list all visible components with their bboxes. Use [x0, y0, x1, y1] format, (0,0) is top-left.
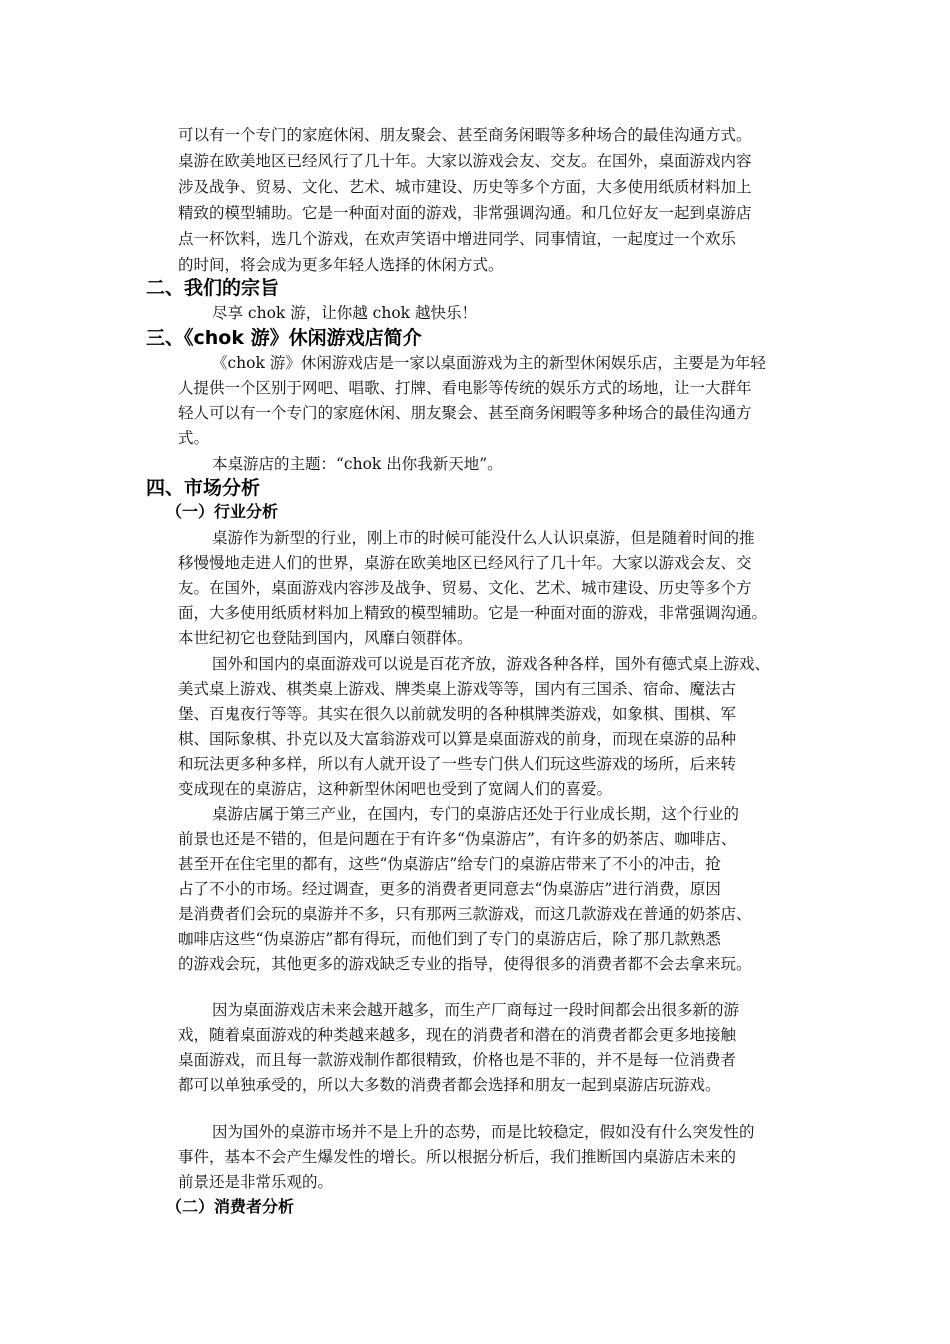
- paragraph-line: 堡、百鬼夜行等等。其实在很久以前就发明的各种棋牌类游戏，如象棋、围棋、军: [178, 705, 737, 723]
- subsection-heading: （二）消费者分析: [166, 1197, 295, 1216]
- subsection-heading: （一）行业分析: [166, 502, 279, 521]
- paragraph-line: 都可以单独承受的，所以大多数的消费者都会选择和朋友一起到桌游店玩游戏。: [178, 1076, 721, 1094]
- paragraph-line: 戏，随着桌面游戏的种类越来越多，现在的消费者和潜在的消费者都会更多地接触: [178, 1026, 737, 1044]
- paragraph-line: 美式桌上游戏、棋类桌上游戏、牌类桌上游戏等等，国内有三国杀、宿命、魔法古: [178, 680, 737, 698]
- paragraph-line: 本桌游店的主题：“chok 出你我新天地”。: [212, 455, 503, 473]
- paragraph-line: 甚至开在住宅里的都有，这些“伪桌游店”给专门的桌游店带来了不小的冲击，抢: [178, 855, 721, 873]
- paragraph-line: 是消费者们会玩的桌游并不多，只有那两三款游戏，而这几款游戏在普通的奶茶店、: [178, 905, 752, 923]
- paragraph-line: 友。在国外，桌面游戏内容涉及战争、贸易、文化、艺术、城市建设、历史等多个方: [178, 579, 752, 597]
- paragraph-line: 点一杯饮料，选几个游戏，在欢声笑语中增进同学、同事情谊，一起度过一个欢乐: [178, 230, 737, 248]
- paragraph-line: 因为国外的桌游市场并不是上升的态势，而是比较稳定，假如没有什么突发性的: [212, 1123, 755, 1141]
- paragraph-line: 《chok 游》休闲游戏店是一家以桌面游戏为主的新型休闲娱乐店，主要是为年轻: [212, 354, 766, 372]
- section-heading: 四、市场分析: [146, 477, 261, 499]
- paragraph-line: 精致的模型辅助。它是一种面对面的游戏，非常强调沟通。和几位好友一起到桌游店: [178, 204, 752, 222]
- section-heading: 二、我们的宗旨: [146, 277, 280, 299]
- paragraph-line: 人提供一个区别于网吧、唱歌、打牌、看电影等传统的娱乐方式的场地，让一大群年: [178, 379, 752, 397]
- section-heading: 三、《chok 游》休闲游戏店简介: [146, 327, 422, 349]
- paragraph-line: 前景也还是不错的，但是问题在于有许多“伪桌游店”，有许多的奶茶店、咖啡店、: [178, 830, 737, 848]
- paragraph-line: 国外和国内的桌面游戏可以说是百花齐放，游戏各种各样，国外有德式桌上游戏、: [212, 655, 771, 673]
- paragraph-line: 轻人可以有一个专门的家庭休闲、朋友聚会、甚至商务闲暇等多种场合的最佳沟通方: [178, 404, 752, 422]
- paragraph-line: 桌游作为新型的行业，刚上市的时候可能没什么人认识桌游，但是随着时间的推: [212, 529, 755, 547]
- paragraph-line: 的游戏会玩，其他更多的游戏缺乏专业的指导，使得很多的消费者都不会去拿来玩。: [178, 955, 752, 973]
- paragraph-line: 和玩法更多种多样，所以有人就开设了一些专门供人们玩这些游戏的场所，后来转: [178, 755, 737, 773]
- paragraph-line: 本世纪初它也登陆到国内，风靡白领群体。: [178, 629, 473, 647]
- paragraph-line: 涉及战争、贸易、文化、艺术、城市建设、历史等多个方面，大多使用纸质材料加上: [178, 178, 752, 196]
- paragraph-line: 桌面游戏，而且每一款游戏制作都很精致，价格也是不菲的，并不是每一位消费者: [178, 1051, 737, 1069]
- paragraph-line: 可以有一个专门的家庭休闲、朋友聚会、甚至商务闲暇等多种场合的最佳沟通方式。: [178, 126, 752, 144]
- paragraph-line: 桌游店属于第三产业，在国内，专门的桌游店还处于行业成长期，这个行业的: [212, 805, 740, 823]
- paragraph-line: 因为桌面游戏店未来会越开越多，而生产厂商每过一段时间都会出很多新的游: [212, 1001, 740, 1019]
- paragraph-line: 咖啡店这些“伪桌游店”都有得玩，而他们到了专门的桌游店后，除了那几款熟悉: [178, 930, 721, 948]
- paragraph-line: 变成现在的桌游店，这种新型休闲吧也受到了宽阔人们的喜爱。: [178, 780, 613, 798]
- paragraph-line: 尽享 chok 游，让你越 chok 越快乐！: [212, 304, 477, 322]
- paragraph-line: 事件，基本不会产生爆发性的增长。所以根据分析后，我们推断国内桌游店未来的: [178, 1148, 737, 1166]
- paragraph-line: 式。: [178, 429, 210, 447]
- paragraph-line: 棋、国际象棋、扑克以及大富翁游戏可以算是桌面游戏的前身，而现在桌游的品种: [178, 730, 737, 748]
- paragraph-line: 占了不小的市场。经过调查，更多的消费者更同意去“伪桌游店”进行消费，原因: [178, 880, 721, 898]
- paragraph-line: 前景还是非常乐观的。: [178, 1173, 334, 1191]
- paragraph-line: 移慢慢地走进人们的世界，桌游在欧美地区已经风行了几十年。大家以游戏会友、交: [178, 554, 752, 572]
- paragraph-line: 桌游在欧美地区已经风行了几十年。大家以游戏会友、交友。在国外，桌面游戏内容: [178, 152, 752, 170]
- paragraph-line: 的时间，将会成为更多年轻人选择的休闲方式。: [178, 256, 504, 274]
- paragraph-line: 面，大多使用纸质材料加上精致的模型辅助。它是一种面对面的游戏，非常强调沟通。: [178, 604, 768, 622]
